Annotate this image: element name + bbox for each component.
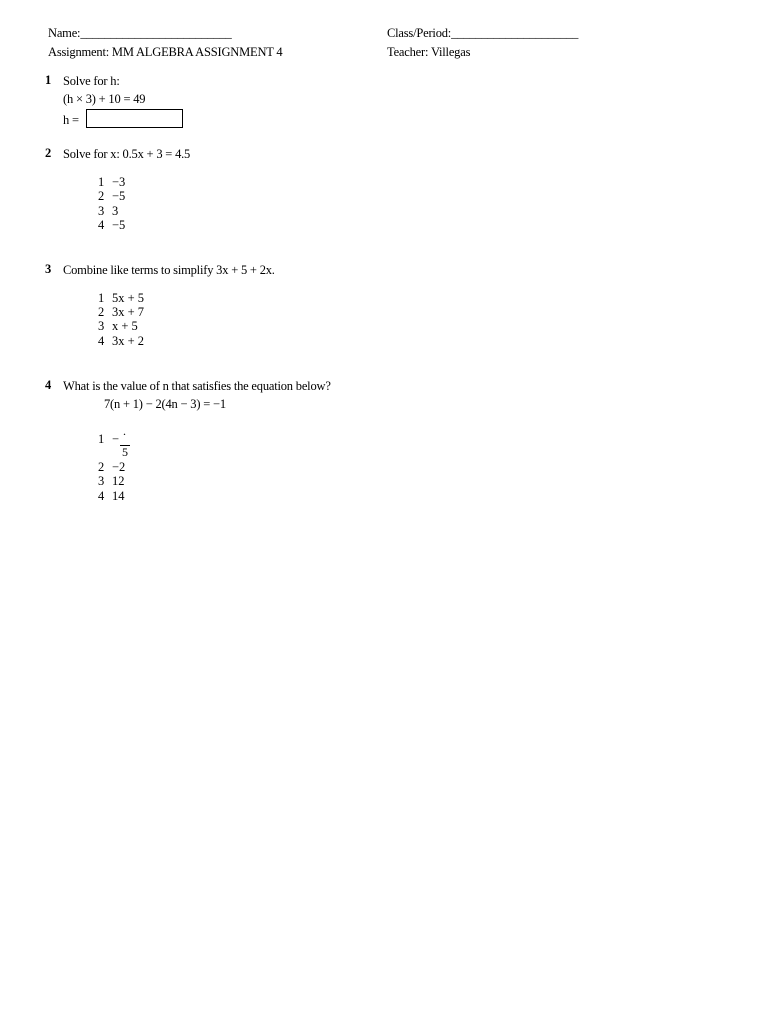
question-number: 1 bbox=[45, 73, 52, 87]
question-prompt: Solve for h: bbox=[63, 74, 120, 88]
choice-sign: − bbox=[112, 432, 120, 446]
answer-choice[interactable] bbox=[98, 489, 125, 504]
choice-text: −3 bbox=[112, 175, 126, 189]
choice-number: 1 bbox=[98, 432, 105, 446]
class-period-field-label: Class/Period:_____________________ bbox=[387, 26, 579, 40]
choice-number: 4 bbox=[98, 334, 105, 348]
question-number: 4 bbox=[45, 378, 52, 392]
question-number: 2 bbox=[45, 146, 52, 160]
question-prompt: Combine like terms to simplify 3x + 5 + 2x. bbox=[63, 263, 275, 277]
choice-text: 3x + 2 bbox=[112, 334, 145, 348]
choice-number: 2 bbox=[98, 189, 105, 203]
choice-text: −5 bbox=[112, 218, 126, 232]
answer-choice[interactable] bbox=[98, 334, 144, 349]
answer-choice[interactable] bbox=[98, 460, 125, 475]
choice-number: 1 bbox=[98, 291, 105, 305]
question-prompt: Solve for x: 0.5x + 3 = 4.5 bbox=[63, 147, 191, 161]
answer-choice[interactable] bbox=[98, 204, 118, 219]
answer-label: h = bbox=[63, 113, 79, 127]
question-number: 3 bbox=[45, 262, 52, 276]
answer-choice[interactable] bbox=[98, 474, 125, 489]
answer-choice[interactable] bbox=[98, 291, 144, 306]
question-equation: (h × 3) + 10 = 49 bbox=[63, 92, 146, 106]
choice-text: 5x + 5 bbox=[112, 291, 145, 305]
choice-number: 4 bbox=[98, 218, 105, 232]
teacher-name: Teacher: Villegas bbox=[387, 45, 471, 59]
choice-number: 4 bbox=[98, 489, 105, 503]
choice-text: 3x + 7 bbox=[112, 305, 145, 319]
choice-text: −2 bbox=[112, 460, 126, 474]
answer-choice[interactable] bbox=[98, 319, 138, 334]
name-field-label: Name:_________________________ bbox=[48, 26, 232, 40]
answer-choice[interactable] bbox=[98, 175, 125, 190]
answer-input-box[interactable] bbox=[86, 109, 183, 128]
choice-number: 3 bbox=[98, 474, 105, 488]
answer-choice[interactable] bbox=[98, 218, 125, 233]
choice-number: 1 bbox=[98, 175, 105, 189]
choice-text: 14 bbox=[112, 489, 125, 503]
choice-text: −5 bbox=[112, 189, 126, 203]
choice-text: 3 bbox=[112, 204, 119, 218]
choice-number: 2 bbox=[98, 460, 105, 474]
choice-text: x + 5 bbox=[112, 319, 138, 333]
choice-number: 3 bbox=[98, 204, 105, 218]
fraction-denominator: 5 bbox=[122, 445, 128, 459]
assignment-title: Assignment: MM ALGEBRA ASSIGNMENT 4 bbox=[48, 45, 283, 59]
choice-number: 3 bbox=[98, 319, 105, 333]
question-equation: 7(n + 1) − 2(4n − 3) = −1 bbox=[104, 397, 226, 411]
answer-choice[interactable] bbox=[98, 305, 144, 320]
choice-number: 2 bbox=[98, 305, 105, 319]
choice-text: 12 bbox=[112, 474, 125, 488]
answer-choice[interactable] bbox=[98, 432, 119, 447]
fraction-numerator: . bbox=[123, 424, 126, 438]
question-prompt: What is the value of n that satisfies the equation below? bbox=[63, 379, 331, 393]
answer-choice[interactable] bbox=[98, 189, 125, 204]
